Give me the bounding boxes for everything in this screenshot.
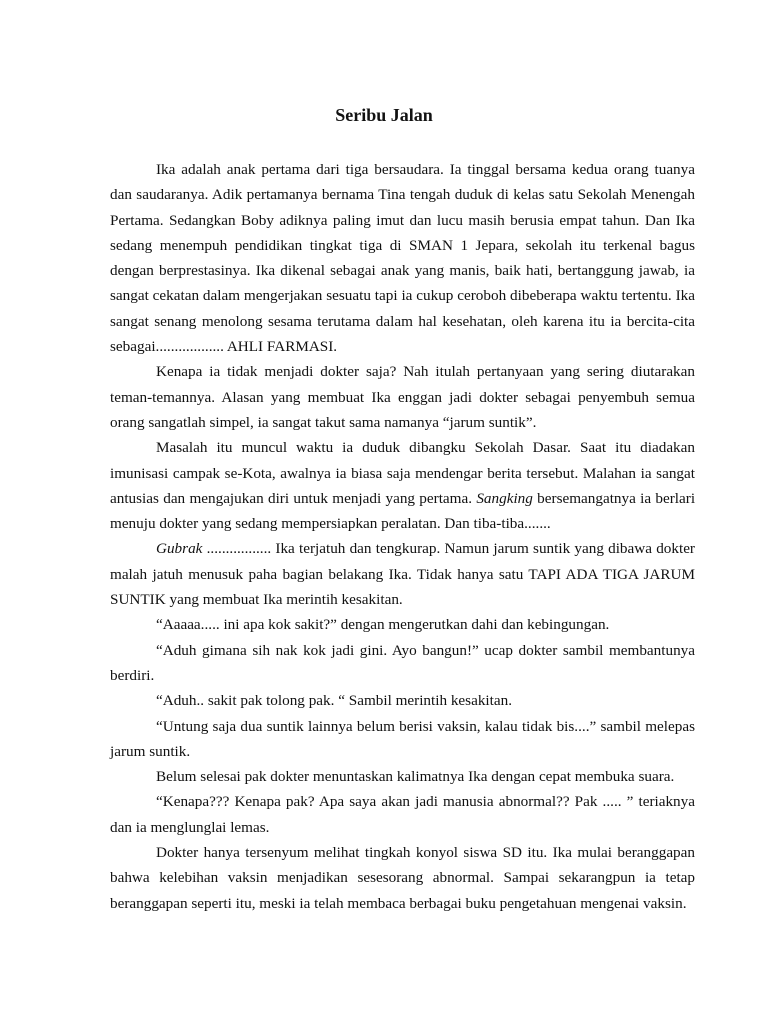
paragraph-1 (110, 157, 695, 359)
paragraph-text: Ika adalah anak pertama dari tiga bersaudara. Ia tinggal bersama kedua orang tuanya dan saudaranya. Adik pertamanya bernama Tina tengah duduk di kelas satu Sekolah Menengah Pertama. Sedangkan Boby adiknya paling imut dan lucu masih berusia empat tahun. Dan Ika sedang menempuh pendidikan tingkat tiga di SMAN 1 Jepara, sekolah itu terkenal bagus dengan berprestasinya. Ika dikenal sebagai anak yang manis, baik hati, bertanggung jawab, ia sangat cekatan dalam mengerjakan sesuatu tapi ia cukup ceroboh dibeberapa waktu tertentu. Ika sangat senang menolong sesama terutama dalam hal kesehatan, oleh karena itu ia bercita-cita sebagai.................. AHLI FARMASI. (110, 161, 695, 356)
dialogue-text: “Kenapa??? Kenapa pak? Apa saya akan jadi manusia abnormal?? Pak ..... ” teriaknya dan ia menglunglai lemas. (110, 793, 695, 836)
paragraph-text: Belum selesai pak dokter menuntaskan kalimatnya Ika dengan cepat membuka suara. (156, 768, 675, 786)
paragraph-text: Kenapa ia tidak menjadi dokter saja? Nah itulah pertanyaan yang sering diutarakan teman-temannya. Alasan yang membuat Ika enggan jadi dokter sebagai penyembuh semua orang sangatlah simpel, ia sangat takut sama namanya “jarum suntik”. (110, 363, 695, 431)
document-body (110, 157, 695, 916)
dialogue-text: “Untung saja dua suntik lainnya belum berisi vaksin, kalau tidak bis....” sambil melepas jarum suntik. (110, 717, 695, 760)
italic-word: Sangking (476, 489, 533, 507)
paragraph-9 (110, 764, 695, 789)
paragraph-text: Masalah itu muncul waktu ia duduk dibangku Sekolah Dasar. Saat itu diadakan imunisasi campak se-Kota, awalnya ia biasa saja mendengar berita tersebut. Malahan ia sangat antusias dan mengajukan diri untuk menjadi yang pertama. (110, 439, 695, 507)
paragraph-7 (110, 688, 695, 713)
paragraph-8 (110, 714, 695, 765)
paragraph-11 (110, 840, 695, 916)
paragraph-5 (110, 612, 695, 637)
paragraph-text: bersemangatnya ia berlari menuju dokter yang sedang mempersiapkan peralatan. Dan tiba-tiba....... (110, 489, 696, 533)
italic-word: Gubrak (156, 540, 203, 558)
document-title: Seribu Jalan (335, 105, 433, 125)
dialogue-text: “Aduh.. sakit pak tolong pak. “ Sambil merintih kesakitan. (156, 692, 512, 710)
dialogue-text: “Aaaaa..... ini apa kok sakit?” dengan mengerutkan dahi dan kebingungan. (156, 616, 610, 634)
paragraph-text: ................. Ika terjatuh dan tengkurap. Namun jarum suntik yang dibawa dokter malah jatuh menusuk paha bagian belakang Ika. Tidak hanya satu TAPI ADA TIGA JARUM SUNTIK yang membuat Ika merintih kesakitan. (110, 540, 695, 609)
paragraph-text: Dokter hanya tersenyum melihat tingkah konyol siswa SD itu. Ika mulai beranggapan bahwa kelebihan vaksin menjadikan sesesorang abnormal. Sampai sekarangpun ia tetap beranggapan seperti itu, meski ia telah membaca berbagai buku pengetahuan mengenai vaksin. (110, 844, 695, 912)
dialogue-text: “Aduh gimana sih nak kok jadi gini. Ayo bangun!” ucap dokter sambil membantunya berdiri. (110, 641, 695, 684)
paragraph-3 (110, 435, 695, 536)
paragraph-2 (110, 359, 695, 435)
paragraph-10 (110, 789, 695, 840)
paragraph-4 (110, 536, 695, 612)
paragraph-6 (110, 638, 695, 689)
